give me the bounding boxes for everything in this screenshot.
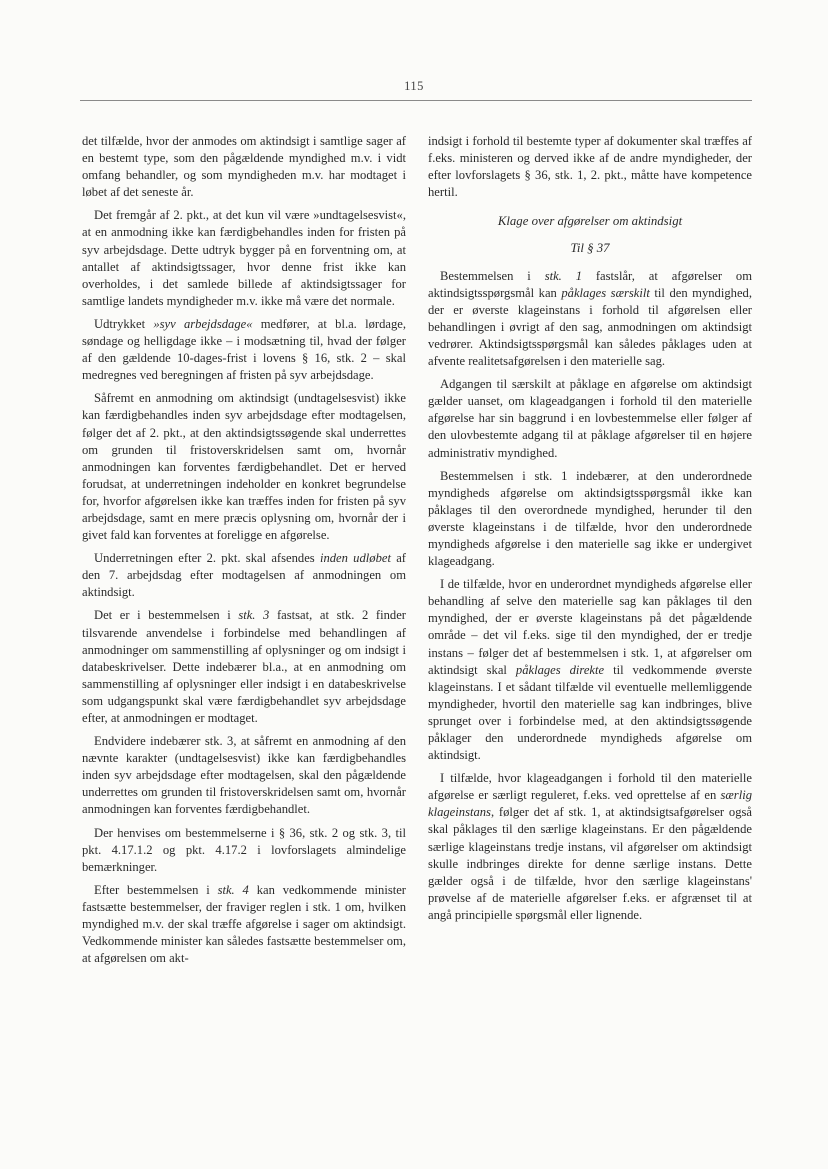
text-run: det tilfælde, hvor der anmodes om aktindsigt i samtlige sager af en bestemt type, som den pågældende myndighed m.v. i vidt omfang behandler, og som myndigheden m.v. har modtaget i løbet af det seneste år.: [82, 134, 406, 200]
paragraph: [428, 376, 752, 461]
text-run: Det er i bestemmelsen i: [94, 608, 239, 623]
paragraph: [82, 316, 406, 384]
paragraph: [82, 607, 406, 727]
right-column-intro: [428, 133, 752, 201]
text-run: Efter bestemmelsen i: [94, 882, 218, 897]
text-run: fastsat, at stk. 2 finder tilsvarende anvendelse i forbindelse med behandlingen af anmodninger om sammenstilling af oplysninger og om indsigt i databeskrivelser. Dette indebærer bl.a., at en anmodning om sammenstilling af oplysninger eller indsigt i en databeskrivelse som udgangspunkt skal være færdigbehandlet syv arbejdsdage efter, at anmodningen er modtaget.: [82, 608, 406, 725]
text-run: medfører, at bl.a. lørdage, søndage og helligdage ikke – i modsætning til, hvad der følger af den gældende 10-dages-frist i lovens § 16, stk. 2 – skal medregnes ved beregningen af fristen på syv arbejdsdage.: [82, 316, 406, 383]
italic-text: inden udløbet: [319, 551, 391, 566]
text-run: til vedkommende øverste klageinstans. I et sådant tilfælde vil eventuelle mellemliggende myndigheder, hvortil den materielle sag kan indbringes, blive sprunget over i forbindelse med, at den aktindsigtssøgende påklager den underordnede myndigheds afgørelse om aktindsigt.: [428, 662, 753, 763]
italic-text: stk. 1: [544, 268, 582, 283]
paragraph: [428, 268, 752, 371]
italic-text: stk. 3: [238, 608, 270, 623]
text-run: Det fremgår af 2. pkt., at det kun vil være »undtagelsesvist«, at en anmodning ikke kan færdigbehandles inden for fristen på syv arbejdsdage. Dette udtryk bygger på en forventning om, at antallet af aktindsigtssager, hvor denne frist ikke kan overholdes, i det samlede billede af aktindsigtssager for samtlige landets myndigheder m.v. ikke må være det normale.: [82, 208, 406, 308]
text-run: I de tilfælde, hvor en underordnet myndigheds afgørelse eller behandling af selve den materielle sag kan påklages til den myndighed, der er øverste klageinstans på det pågældende område – det vil f.eks. sige til den myndighed, der er tredje instans – følger det af bestemmelsen i stk. 1, at afgørelser om aktindsigt skal: [428, 577, 752, 677]
section-subheading: Til § 37: [570, 241, 610, 256]
paragraph: [82, 133, 406, 201]
section-heading: Klage over afgørelser om aktindsigt: [497, 214, 683, 229]
text-run: Adgangen til særskilt at påklage en afgørelse om aktindsigt gælder uanset, om klageadgangen i forhold til den materielle afgørelse har sin baggrund i en lovbestemmelse eller følger af den ulovbestemte adgang til at påklage afgørelser til en højere administrativ myndighed.: [428, 377, 752, 460]
italic-text: påklages direkte: [515, 662, 605, 677]
paragraph: [82, 207, 406, 310]
text-run: , følger det af stk. 1, at aktindsigtsafgørelser også skal påklages til den særlige klageinstans. Er den pågældende særlige klageinstans tredje instans, vil afgørelser om aktindsigt skulle indbringes direkte for denne særlige instans. Dette gælder også i de tilfælde, hvor den særlige klageinstans' prøvelse af de materielle afgørelser f.eks. er afgrænset til at angå principielle spørgsmål eller lignende.: [428, 805, 752, 922]
paragraph: [82, 733, 406, 818]
text-run: Såfremt en anmodning om aktindsigt (undtagelsesvist) ikke kan færdigbehandles inden syv arbejdsdage efter modtagelsen, følger det af 2. pkt., at den aktindsigtssøgende skal underrettes om grunden til fristoverskridelsen samt om, hvornår anmodningen kan forventes færdigbehandlet. Det er herved forudsat, at underretningen indeholder en konkret begrundelse for, hvorfor afgørelsen ikke kan træffes inden for fristen på syv arbejdsdage, samt en mere præcis oplysning om, hvornår der i givet fald kan forventes at foreligge en afgørelse.: [82, 391, 406, 543]
text-run: I tilfælde, hvor klageadgangen i forhold til den materielle afgørelse er særligt reguleret, f.eks. ved oprettelse af en: [428, 771, 752, 803]
right-column: [428, 133, 752, 930]
header-rule: [80, 100, 752, 101]
paragraph: [428, 576, 752, 764]
italic-text: »syv arbejdsdage«: [153, 316, 253, 331]
text-run: af den 7. arbejdsdag efter modtagelsen af anmodningen om aktindsigt.: [82, 551, 407, 600]
paragraph: [82, 390, 406, 544]
paragraph: [428, 770, 752, 924]
text-run: Bestemmelsen i: [440, 268, 545, 283]
page-number: 115: [404, 79, 424, 93]
text-run: Underretningen efter 2. pkt. skal afsendes: [94, 551, 320, 566]
paragraph: [82, 550, 406, 601]
text-run: Bestemmelsen i stk. 1 indebærer, at den underordnede myndigheds afgørelse om aktindsigtsspørgsmål ikke kan påklages til den overordnede myndighed, herunder til den øverste klageinstans i de tilfælde, hvor den underordnede myndigheds afgørelse i den materielle sag ikke er undergivet klageadgang.: [428, 468, 752, 569]
text-run: Der henvises om bestemmelserne i § 36, stk. 2 og stk. 3, til pkt. 4.17.1.2 og pkt. 4.17.2 i lovforslagets almindelige bemærkninger.: [82, 825, 406, 874]
italic-text: stk. 4: [217, 882, 249, 897]
text-run: Endvidere indebærer stk. 3, at såfremt en anmodning af den nævnte karakter (undtagelsesvist) ikke kan færdigbehandles inden syv arbejdsdage efter modtagelsen, skal den pågældende underrettes om grunden til fristoverskridelsen samt om, hvornår anmodningen kan forventes færdigbehandlet.: [82, 734, 406, 817]
text-run: Udtrykket: [94, 316, 154, 331]
italic-text: påklages særskilt: [561, 285, 650, 300]
text-run: til den myndighed, der er øverste klageinstans i forhold til afgørelsen eller behandlingen i øvrigt af den sag, anmodningen om aktindsigt vedrører. Aktindsigtsspørgsmål kan således påklages uden at afvente realitetsafgørelsen i den materielle sag.: [428, 285, 752, 369]
text-run: fastslår, at afgørelser om aktindsigtsspørgsmål kan: [428, 268, 752, 300]
text-run: indsigt i forhold til bestemte typer af dokumenter skal træffes af f.eks. ministeren og derved ikke af de andre myndigheder, der efter lovforslagets § 36, stk. 1, 2. pkt., måtte have kompetence hertil.: [428, 134, 752, 200]
paragraph: [82, 882, 406, 967]
paragraph: [428, 468, 752, 571]
right-column-body: [428, 268, 752, 924]
italic-text: særlig klageinstans: [428, 788, 752, 820]
paragraph: [428, 133, 752, 201]
left-column: [82, 133, 406, 973]
text-run: kan vedkommende minister fastsætte bestemmelser, der fraviger reglen i stk. 1 om, hvilken myndighed m.v. der skal træffe afgørelse i sager om aktindsigt. Vedkommende minister kan således fastsætte bestemmelser om, at afgørelsen om akt-: [82, 882, 407, 966]
paragraph: [82, 825, 406, 876]
